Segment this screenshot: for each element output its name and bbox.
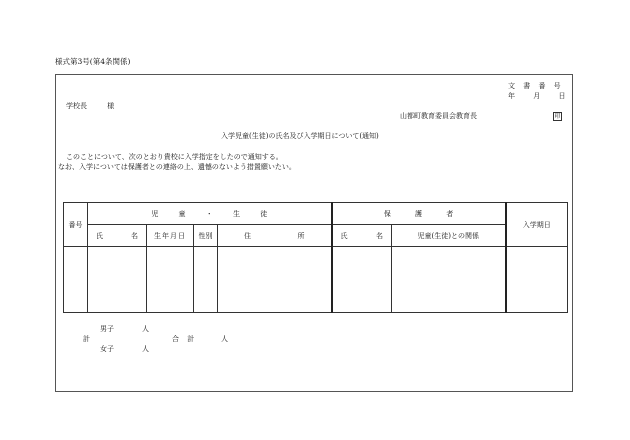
roster-table: [63, 202, 568, 313]
addressee: 学校長 様: [66, 102, 115, 110]
child-sex-cell: [194, 247, 218, 313]
child-name-header: 氏 名: [88, 225, 147, 247]
table-row: [64, 247, 568, 313]
child-group-header: 児 童 ・ 生 徒: [88, 203, 332, 225]
subtotal-label: 計: [83, 335, 90, 343]
grand-total-unit: 人: [221, 335, 228, 343]
entry-date-header: 入学期日: [506, 203, 568, 247]
seal-mark: 印: [554, 113, 561, 120]
girls-label: 女子: [100, 345, 114, 353]
entry-date-cell: [506, 247, 568, 313]
document-number-label: 文 書 番 号: [508, 82, 561, 90]
guardian-name-header: 氏 名: [332, 225, 392, 247]
guardian-group-header: 保 護 者: [332, 203, 506, 225]
child-address-header: 住 所: [218, 225, 332, 247]
form-number-label: 様式第3号(第4条関係): [55, 57, 131, 66]
date-label: 年 月 日: [508, 92, 566, 100]
guardian-relation-cell: [392, 247, 506, 313]
number-header: 番号: [64, 203, 88, 247]
boys-label: 男子: [100, 325, 114, 333]
child-address-cell: [218, 247, 332, 313]
grand-total-label: 合 計: [172, 335, 195, 343]
child-name-cell: [88, 247, 147, 313]
number-cell: [64, 247, 88, 313]
girls-unit: 人: [142, 345, 149, 353]
child-sex-header: 性別: [194, 225, 218, 247]
sender-name: 山都町教育委員会教育長: [400, 112, 477, 120]
boys-unit: 人: [142, 325, 149, 333]
guardian-relation-header: 児童(生徒)との関係: [392, 225, 506, 247]
notice-title: 入学児童(生徒)の氏名及び入学期日について(通知): [221, 132, 379, 140]
child-birthdate-cell: [147, 247, 194, 313]
notice-body-line-2: なお、入学については保護者との連絡の上、遺憾のないよう措置願いたい。: [58, 163, 296, 171]
notice-body-line-1: このことについて、次のとおり貴校に入学指定をしたので通知する。: [66, 153, 283, 161]
guardian-name-cell: [332, 247, 392, 313]
child-birthdate-header: 生年月日: [147, 225, 194, 247]
